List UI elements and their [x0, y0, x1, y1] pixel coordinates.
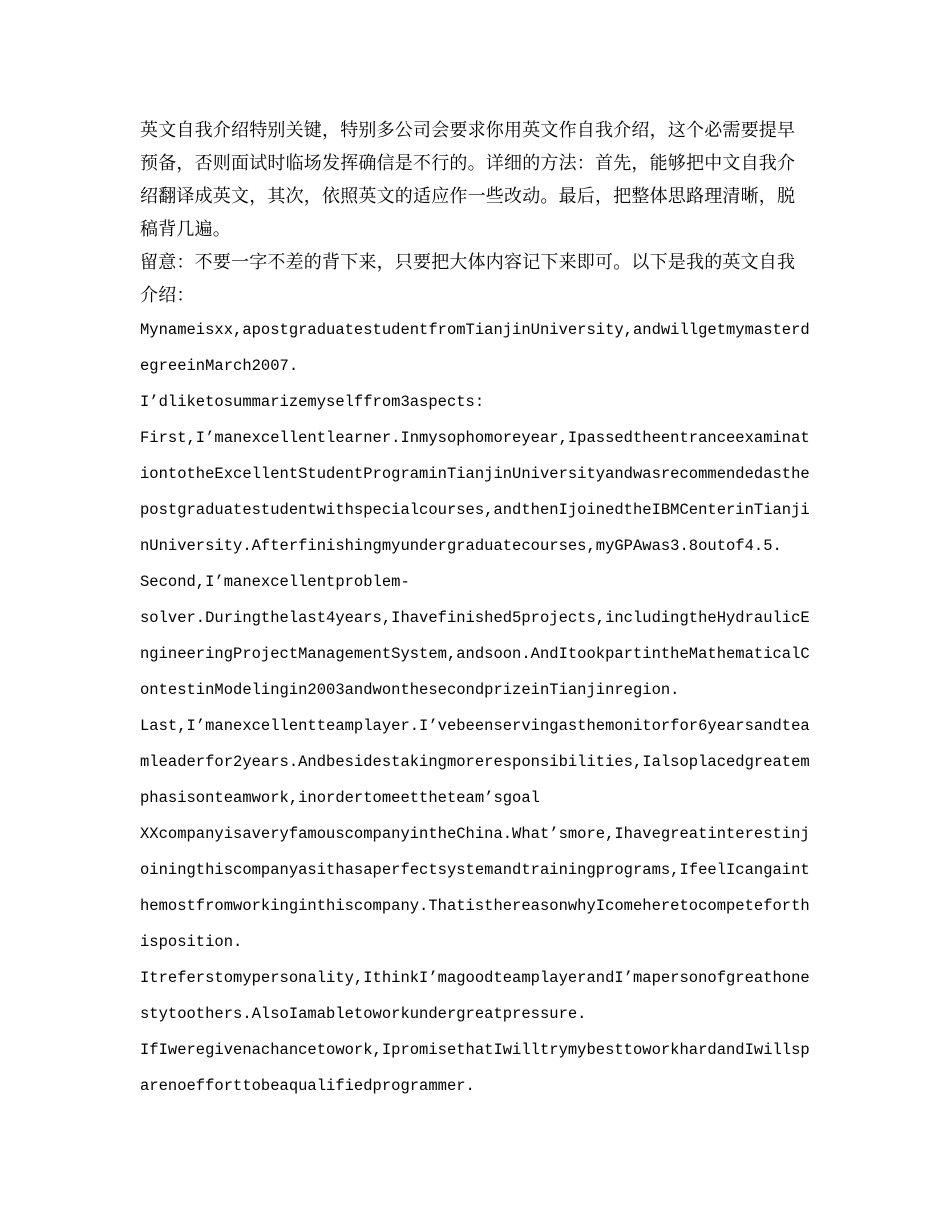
company-paragraph: XXcompanyisaveryfamouscompanyintheChina.What’smore,Ihavegreatinterestinjoiningthiscompanyasithasaperfectsystemandtrainingprograms,IfeelIcangainthemostfromworkinginthiscompany.ThatisthereasonwhyIcomeheretocompeteforthisposition.: [140, 825, 810, 951]
intro-paragraph: 英文自我介绍特别关键，特别多公司会要求你用英文作自我介绍，这个必需要提早预备，否则面试时临场发挥确信是不行的。详细的方法：首先，能够把中文自我介绍翻译成英文，其次，依照英文的适应作一些改动。最后，把整体思路理清晰，脱稿背几遍。: [140, 120, 796, 240]
summary-paragraph: I’dliketosummarizemyselffrom3aspects:: [140, 393, 485, 411]
personality-paragraph: Itreferstomypersonality,IthinkI’magoodteamplayerandI’mapersonofgreathonestytoothers.AlsoIamabletoworkundergreatpressure.: [140, 969, 810, 1023]
learner-paragraph: First,I’manexcellentlearner.Inmysophomoreyear,IpassedtheentranceexaminationtotheExcellentStudentPrograminTianjinUniversityandwasrecommendedasthepostgraduatestudentwithspecialcourses,andthenIjoinedtheIBMCenterinTianjinUniversity.Afterfinishingmyundergraduatecourses,myGPAwas3.8outof4.5.: [140, 429, 810, 555]
note-paragraph: 留意：不要一字不差的背下来，只要把大体内容记下来即可。以下是我的英文自我介绍：: [140, 252, 796, 306]
closing-paragraph: IfIweregivenachancetowork,IpromisethatIwilltrymybesttoworkhardandIwillsparenoefforttobeaqualifiedprogrammer.: [140, 1041, 810, 1095]
team-player-paragraph: Last,I’manexcellentteamplayer.I’vebeenservingasthemonitorfor6yearsandteamleaderfor2years.Andbesidestakingmoreresponsibilities,Ialsoplacedgreatemphasisonteamwork,inordertomeettheteam’sgoal: [140, 717, 810, 807]
problem-solver-paragraph: solver.Duringthelast4years,Ihavefinished5projects,includingtheHydraulicEngineeringProjectManagementSystem,andsoon.AndItookpartintheMathematicalContestinModelingin2003andwonthesecondprizeinTianjinregion.: [140, 609, 810, 699]
problem-solver-heading-paragraph: Second,I’manexcellentproblem-: [140, 573, 410, 591]
name-paragraph: Mynameisxx,apostgraduatestudentfromTianjinUniversity,andwillgetmymasterdegreeinMarch2007.: [140, 321, 810, 375]
document-page: [140, 114, 812, 1104]
